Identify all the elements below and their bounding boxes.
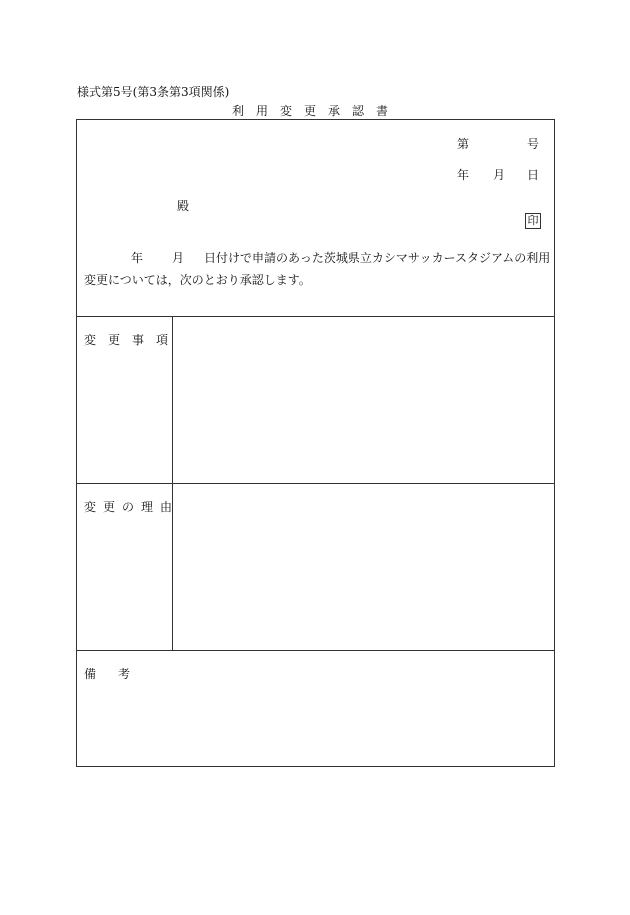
divider-2 bbox=[77, 483, 554, 484]
form-number: 様式第5号(第3条第3項関係) bbox=[77, 85, 230, 99]
body-line1-text: 日付けで申請のあった茨城県立カシマサッカースタジアムの利用 bbox=[204, 251, 551, 265]
body-line1-year: 年 bbox=[131, 251, 144, 265]
date-year: 年 bbox=[457, 168, 470, 182]
change-reason-label: 変更の理由 bbox=[84, 500, 180, 514]
divider-3 bbox=[77, 650, 554, 651]
document-title: 利用変更承認書 bbox=[232, 104, 401, 118]
form-box bbox=[76, 119, 555, 767]
change-items-label: 変更事項 bbox=[84, 333, 181, 347]
body-line1-month: 月 bbox=[172, 251, 185, 265]
seal-mark: 印 bbox=[525, 213, 541, 229]
label-column-divider bbox=[172, 316, 173, 650]
addressee-suffix: 殿 bbox=[177, 199, 190, 213]
date-month: 月 bbox=[493, 168, 506, 182]
remarks-label: 備考 bbox=[84, 667, 153, 681]
divider-1 bbox=[77, 316, 554, 317]
number-suffix: 号 bbox=[527, 137, 540, 151]
number-prefix: 第 bbox=[457, 137, 470, 151]
body-line2: 変更については，次のとおり承認します。 bbox=[84, 273, 311, 287]
date-day: 日 bbox=[527, 168, 540, 182]
